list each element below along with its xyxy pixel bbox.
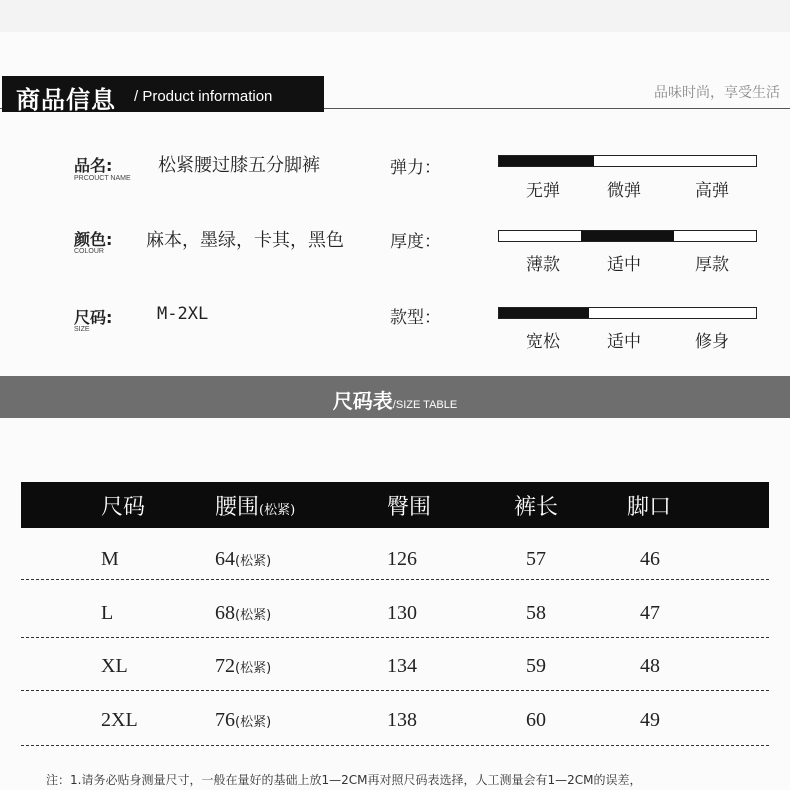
row-m-hem: 46 xyxy=(640,548,660,570)
header-size: 尺码 xyxy=(101,495,146,520)
size-table-title-en: /SIZE TABLE xyxy=(392,399,458,411)
product-name-value: 松紧腰过膝五分脚裤 xyxy=(158,155,320,176)
row-m-length: 57 xyxy=(526,548,546,570)
product-name-label: 品名: xyxy=(74,156,113,175)
row-2xl-waist: 76(松紧) xyxy=(215,709,272,731)
elasticity-tick-high: 高弹 xyxy=(695,181,729,201)
header-waist-note: (松紧) xyxy=(259,503,296,518)
row-m-size: M xyxy=(101,548,119,570)
top-band xyxy=(0,0,790,32)
row-xl-hip: 134 xyxy=(387,655,417,677)
fit-bar xyxy=(498,307,757,319)
color-value: 麻本，墨绿，卡其，黑色 xyxy=(146,230,344,251)
row-2xl-hem: 49 xyxy=(640,709,660,731)
row-l-waist: 68(松紧) xyxy=(215,602,272,624)
size-table-title-cn: 尺码表 xyxy=(332,389,393,413)
row-m-hip: 126 xyxy=(387,548,417,570)
elasticity-tick-low: 无弹 xyxy=(526,181,560,201)
elasticity-label: 弹力： xyxy=(390,158,441,178)
header-hip: 臀围 xyxy=(387,495,432,520)
thickness-bar xyxy=(498,230,757,242)
row-xl-size: XL xyxy=(101,655,128,677)
row-xl-waist: 72(松紧) xyxy=(215,655,272,677)
row-l-size: L xyxy=(101,602,114,624)
row-l-hip: 130 xyxy=(387,602,417,624)
fit-tick-mid: 适中 xyxy=(607,332,641,352)
thickness-tick-high: 厚款 xyxy=(695,255,729,275)
header-hem: 脚口 xyxy=(627,495,672,520)
fit-tick-low: 宽松 xyxy=(526,332,560,352)
size-value: M-2XL xyxy=(157,304,209,324)
elasticity-tick-mid: 微弹 xyxy=(607,181,641,201)
row-l-length: 58 xyxy=(526,602,546,624)
measurement-note: 注：1.请务必贴身测量尺寸，一般在量好的基础上放1—2CM再对照尺码表选择，人工测量会有1—2CM的误差， xyxy=(46,773,642,787)
thickness-tick-mid: 适中 xyxy=(607,255,641,275)
thickness-bar-fill xyxy=(581,231,674,241)
fit-label: 款型： xyxy=(390,308,441,328)
elasticity-bar xyxy=(498,155,757,167)
row-divider xyxy=(21,637,769,638)
color-label: 颜色: xyxy=(74,230,113,249)
elasticity-bar-fill xyxy=(499,156,594,166)
row-divider xyxy=(21,690,769,691)
size-label: 尺码: xyxy=(74,308,113,327)
row-l-hem: 47 xyxy=(640,602,660,624)
fit-tick-high: 修身 xyxy=(695,332,729,352)
row-xl-hem: 48 xyxy=(640,655,660,677)
row-2xl-hip: 138 xyxy=(387,709,417,731)
product-name-sublabel: PRCOUCT NAME xyxy=(74,175,131,182)
header-length: 裤长 xyxy=(514,495,559,520)
row-divider xyxy=(21,745,769,746)
row-m-waist: 64(松紧) xyxy=(215,548,272,570)
color-sublabel: COLOUR xyxy=(74,248,104,255)
row-2xl-length: 60 xyxy=(526,709,546,731)
size-sublabel: SIZE xyxy=(74,326,90,333)
fit-bar-fill xyxy=(499,308,589,318)
size-table-title xyxy=(0,385,790,414)
header-title-en: / Product information xyxy=(134,88,273,105)
header-waist: 腰围(松紧) xyxy=(215,495,296,520)
row-xl-length: 59 xyxy=(526,655,546,677)
header-title-cn: 商品信息 xyxy=(16,86,116,114)
thickness-tick-low: 薄款 xyxy=(526,255,560,275)
thickness-label: 厚度： xyxy=(390,232,441,252)
row-2xl-size: 2XL xyxy=(101,709,138,731)
header-slogan: 品味时尚，享受生活 xyxy=(654,85,780,101)
row-divider xyxy=(21,579,769,580)
